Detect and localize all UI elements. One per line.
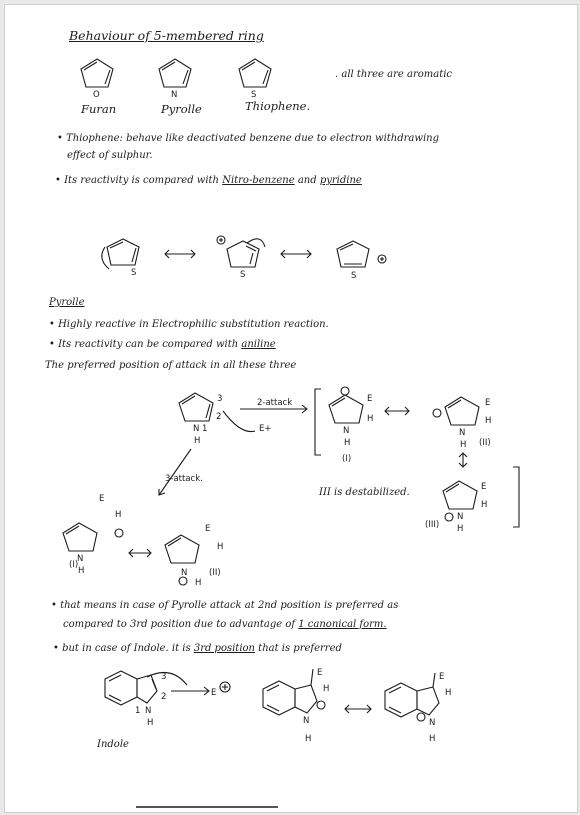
svg-text:H: H [147, 718, 154, 728]
indole-intermediate-1 [263, 668, 329, 744]
sigma-complex-III [425, 481, 487, 534]
svg-text:2: 2 [161, 692, 167, 702]
thiophene-note-line2: effect of sulphur. [67, 150, 153, 161]
thiophene-note-line1: • Thiophene: behave like deactivated benzene due to electron withdrawing [57, 133, 439, 144]
bracket-left [315, 389, 321, 455]
resonance-arrow-1 [165, 250, 195, 258]
svg-text:E: E [317, 668, 323, 678]
reactivity-prefix: • Its reactivity is compared with [55, 175, 219, 186]
resonance-structure-1 [102, 239, 139, 278]
svg-text:(II): (II) [479, 438, 491, 448]
pyrrole-label: Pyrolle [161, 102, 202, 116]
svg-text:E: E [367, 394, 373, 404]
svg-text:H: H [195, 578, 202, 588]
thiophene-resonance [95, 227, 415, 287]
svg-text:3: 3 [217, 394, 223, 404]
canonical-form-term: 1 canonical form. [298, 619, 387, 630]
indole-line-prefix: • but in case of Indole. it is [53, 643, 191, 654]
indole-line [53, 643, 342, 654]
attack-3-arrow [159, 449, 191, 495]
pyrrole-structure [159, 59, 191, 100]
reactivity-term-nitrobenzene: Nitro-benzene [222, 175, 295, 186]
svg-text:N: N [343, 426, 350, 436]
svg-text:H: H [485, 416, 492, 426]
pyrrole-n-label: N [171, 90, 178, 100]
svg-text:H: H [194, 436, 201, 446]
resonance-structure-2 [217, 236, 265, 280]
pyrrole-point-1: • Highly reactive in Electrophilic substitution reaction. [49, 319, 329, 330]
bracket-right [513, 467, 519, 527]
pyrrole-heading: Pyrolle [49, 297, 85, 308]
svg-text:N: N [429, 718, 436, 728]
destabilized-note: III is destabilized. [319, 487, 410, 498]
res-s-1: S [131, 268, 137, 278]
aniline-term: aniline [241, 339, 276, 350]
svg-text:H: H [344, 438, 351, 448]
reactivity-note [55, 175, 362, 186]
indole-line-suffix: that is preferred [258, 643, 342, 654]
svg-text:E: E [99, 494, 105, 504]
thiophene-s-label: S [251, 90, 257, 100]
svg-text:N: N [303, 716, 310, 726]
indole-position-term: 3rd position [193, 643, 255, 654]
indole-intermediate-2 [385, 672, 451, 744]
sigma-complex-II [433, 397, 491, 450]
indole-label: Indole [97, 739, 129, 750]
reactivity-term-pyridine: pyridine [319, 175, 362, 186]
aromatic-note: . all three are aromatic [335, 69, 453, 80]
svg-text:H: H [429, 734, 436, 744]
e-attack-arrow [223, 411, 255, 432]
svg-text:E: E [439, 672, 445, 682]
furan-structure [81, 59, 113, 100]
svg-text:1: 1 [202, 424, 208, 434]
pyrrole-point-3: The preferred position of attack in all these three [45, 360, 297, 371]
indole-attack-arrow [147, 673, 187, 686]
svg-text:H: H [78, 566, 85, 576]
page-title: Behaviour of 5-membered ring [69, 28, 264, 43]
svg-text:(III): (III) [425, 520, 440, 530]
svg-text:N: N [145, 706, 152, 716]
svg-text:2: 2 [216, 412, 222, 422]
svg-text:(I): (I) [342, 454, 352, 464]
indole-structure [105, 671, 166, 728]
pyrrole-point-2-text: • Its reactivity can be compared with [49, 339, 239, 350]
heterocycle-rings [75, 55, 335, 100]
attack-3-label: 3-attack. [165, 474, 203, 484]
resonance-arrow-2 [281, 250, 311, 258]
svg-text:H: H [460, 440, 467, 450]
svg-text:H: H [217, 542, 224, 552]
furan-label: Furan [81, 102, 117, 116]
svg-text:E: E [205, 524, 211, 534]
svg-text:H: H [367, 414, 374, 424]
svg-text:N: N [459, 428, 466, 438]
notes-page [4, 4, 578, 813]
svg-text:H: H [445, 688, 452, 698]
thiophene-structure [239, 59, 271, 100]
conclusion-line-1: • that means in case of Pyrolle attack at 2nd position is preferred as [51, 600, 399, 611]
start-pyrrole [179, 393, 222, 446]
bottom-scroll-indicator [136, 806, 278, 808]
svg-text:N: N [457, 512, 464, 522]
indole-diagram [91, 669, 491, 759]
svg-text:H: H [115, 510, 122, 520]
svg-text:N: N [193, 424, 200, 434]
pyrrole-point-2 [49, 339, 276, 350]
svg-text:(II): (II) [209, 568, 221, 578]
furan-o-label: O [93, 90, 100, 100]
attack-3-structure-II [165, 524, 223, 588]
indole-e-label: E [211, 688, 217, 698]
svg-text:E: E [481, 482, 487, 492]
svg-text:H: H [481, 500, 488, 510]
svg-text:3: 3 [161, 672, 167, 682]
svg-text:E: E [485, 398, 491, 408]
res-s-3: S [351, 271, 357, 281]
svg-text:H: H [305, 734, 312, 744]
reactivity-and: and [297, 175, 317, 186]
thiophene-label: Thiophene. [245, 99, 311, 113]
res-s-2: S [240, 270, 246, 280]
svg-text:N: N [77, 554, 84, 564]
conclusion-line-2 [63, 619, 387, 630]
attack-2-label: 2-attack [257, 398, 293, 408]
svg-text:1: 1 [135, 706, 141, 716]
svg-text:H: H [323, 684, 330, 694]
svg-text:H: H [457, 524, 464, 534]
sigma-complex-I [329, 387, 373, 464]
conclusion-line-2-text: compared to 3rd position due to advantage of [63, 619, 296, 630]
resonance-structure-3 [337, 241, 386, 281]
svg-text:N: N [181, 568, 188, 578]
e-plus-label: E+ [259, 424, 272, 434]
svg-text:(I): (I) [69, 560, 79, 570]
attack-3-structure-I [63, 494, 123, 576]
